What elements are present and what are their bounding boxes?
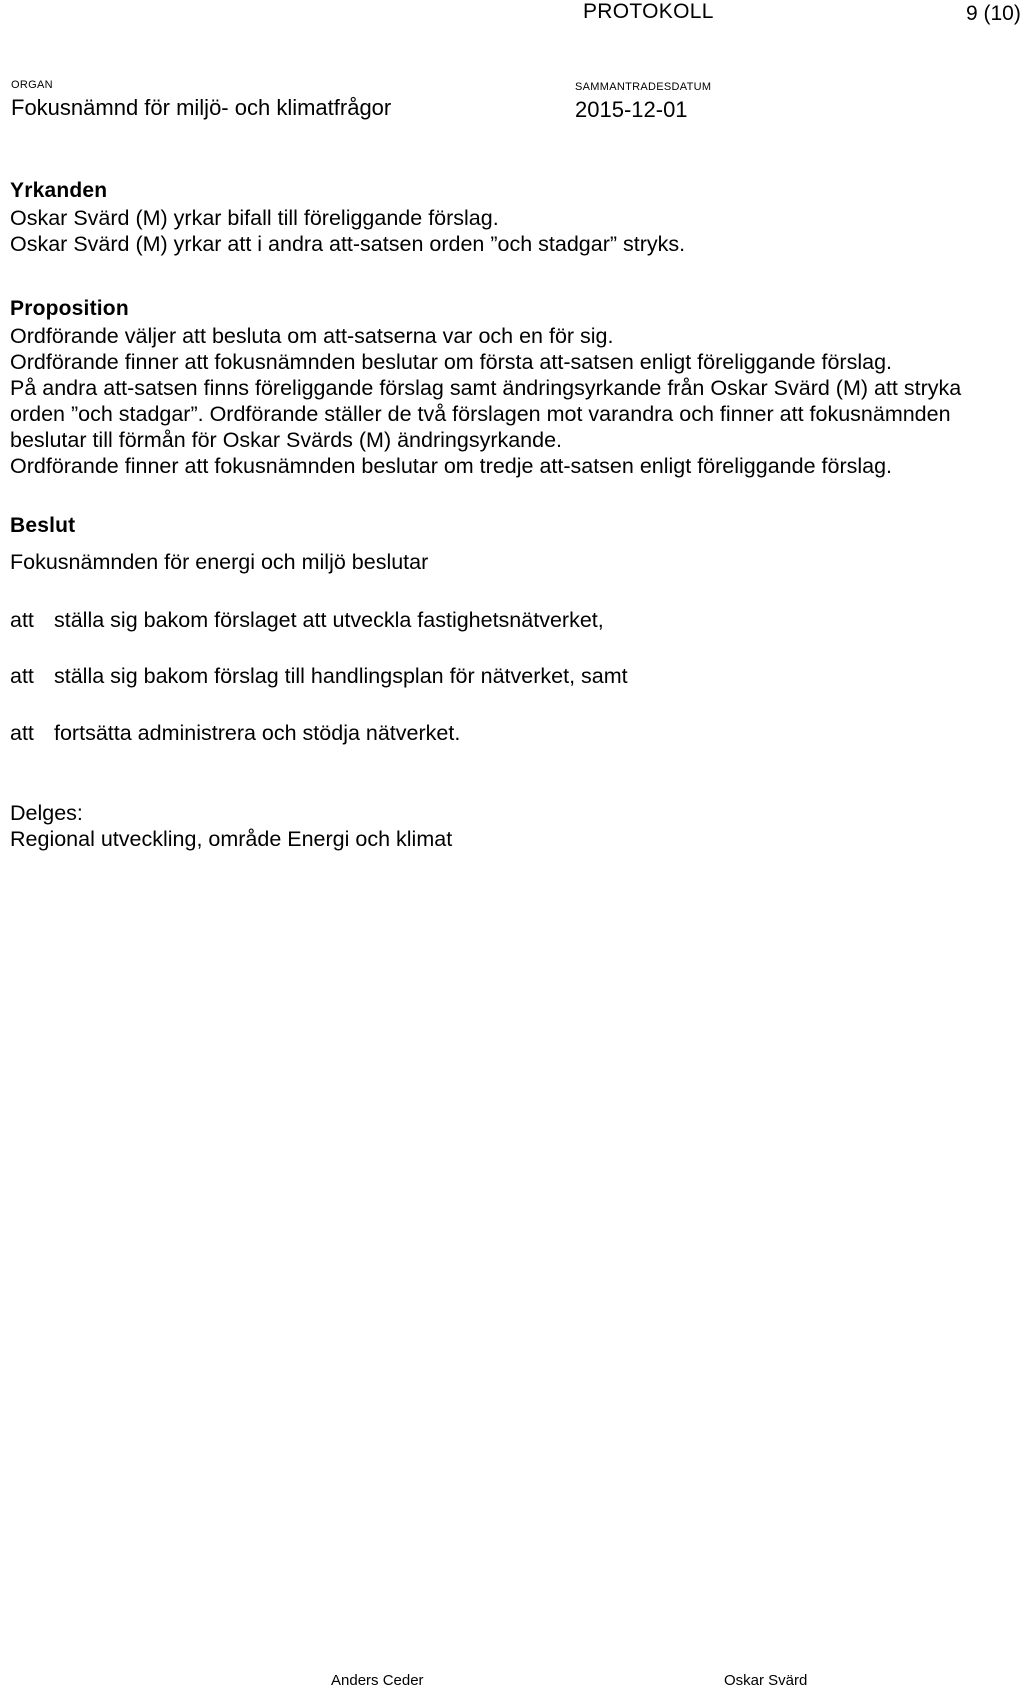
- proposition-line: Ordförande finner att fokusnämnden beslutar om första att-satsen enligt föreliggande förslag.: [10, 350, 893, 374]
- organ-name: Fokusnämnd för miljö- och klimatfrågor: [11, 95, 392, 120]
- signature-name-right: Oskar Svärd: [724, 1672, 808, 1689]
- beslut-intro: Fokusnämnden för energi och miljö beslutar: [10, 550, 429, 574]
- meeting-date-label: SAMMANTRADESDATUM: [575, 81, 712, 93]
- att-item-text: fortsätta administrera och stödja nätverket.: [54, 721, 461, 745]
- meeting-date: 2015-12-01: [575, 97, 688, 122]
- yrkande-line: Oskar Svärd (M) yrkar att i andra att-satsen orden ”och stadgar” stryks.: [10, 232, 686, 256]
- proposition-heading: Proposition: [10, 297, 129, 320]
- document-type: PROTOKOLL: [583, 0, 714, 23]
- organ-label: ORGAN: [11, 79, 53, 91]
- delges-label: Delges:: [10, 801, 83, 825]
- yrkanden-heading: Yrkanden: [10, 179, 108, 202]
- att-item-text: ställa sig bakom förslaget att utveckla fastighetsnätverket,: [54, 608, 604, 632]
- att-keyword: att: [10, 721, 34, 745]
- delges-recipient: Regional utveckling, område Energi och klimat: [10, 827, 453, 851]
- yrkanden-section: [10, 177, 1015, 257]
- beslut-section: [10, 512, 1015, 540]
- beslut-heading: Beslut: [10, 514, 76, 537]
- att-keyword: att: [10, 664, 34, 688]
- att-item: [10, 608, 604, 633]
- att-item: [10, 664, 628, 689]
- att-item-text: ställa sig bakom förslag till handlingsplan för nätverket, samt: [54, 664, 628, 688]
- att-keyword: att: [10, 608, 34, 632]
- page-number: 9 (10): [966, 2, 1021, 25]
- proposition-paragraph: På andra att-satsen finns föreliggande förslag samt ändringsyrkande från Oskar Svärd (M) att stryka orden ”och stadgar”. Ordförande ställer de två förslagen mot varandra och finner att fokusnämnden beslutar till förmån för Oskar Svärds (M) ändringsyrkande.: [10, 376, 962, 452]
- signature-name-left: Anders Ceder: [331, 1672, 424, 1689]
- att-item: [10, 721, 460, 746]
- proposition-line: Ordförande finner att fokusnämnden beslutar om tredje att-satsen enligt föreliggande förslag.: [10, 454, 893, 478]
- yrkande-line: Oskar Svärd (M) yrkar bifall till föreliggande förslag.: [10, 206, 499, 230]
- proposition-section: [10, 295, 1015, 479]
- proposition-line: Ordförande väljer att besluta om att-satserna var och en för sig.: [10, 324, 614, 348]
